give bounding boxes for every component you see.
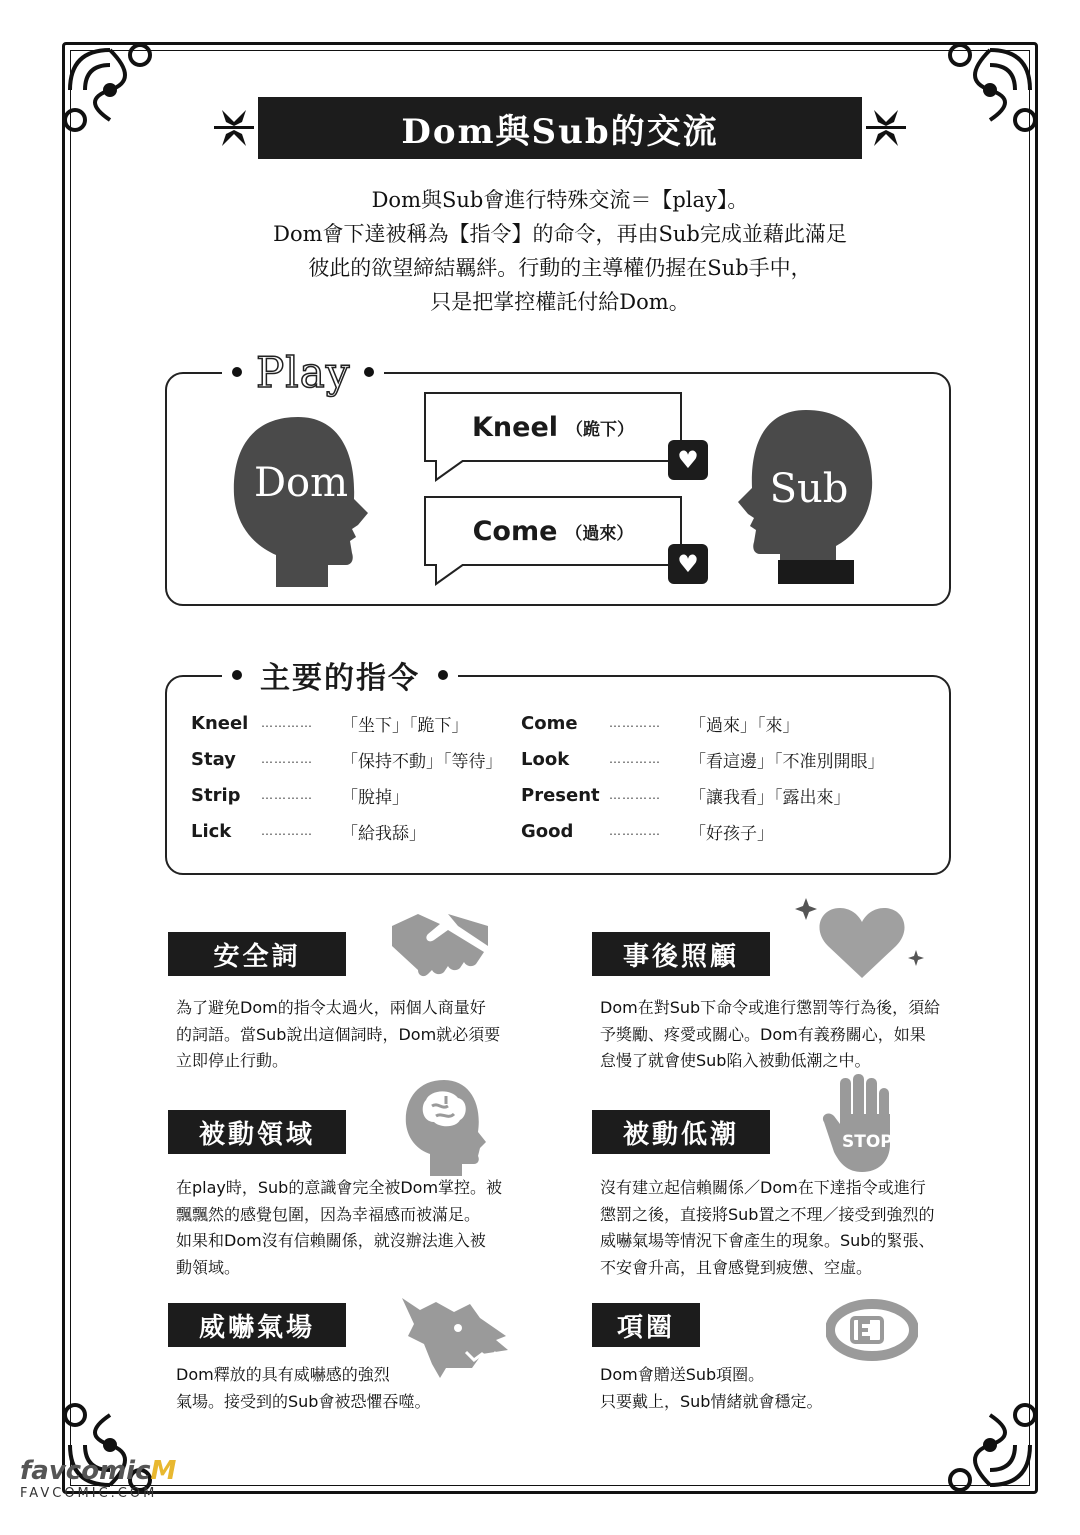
command-name: Lick [191,820,232,842]
text-line: 動領域。 [176,1257,241,1277]
leader-dots: ………… [609,788,661,802]
command-name: Kneel [191,712,249,734]
bullet-dot [232,367,242,377]
text-line: 飄飄然的感覺包圍，因為幸福感而被滿足。 [176,1204,481,1224]
intro-line: Dom與Sub會進行特殊交流＝【play】。 [371,188,749,212]
handshake-icon [388,906,492,982]
section-title-glare: 威嚇氣場 [168,1303,346,1347]
command-meaning: 「脫掉」 [341,787,409,808]
command-name: Good [521,820,574,842]
text-line: Dom在對Sub下命令或進行懲罰等行為後，須給 [600,998,941,1017]
play-label-wrap [222,348,384,396]
section-body-aftercare [600,995,980,1075]
leader-dots: ………… [609,716,661,730]
page-title: Dom與Sub的交流 [258,97,862,159]
title-deco-right [864,100,908,156]
bubble-tail [434,460,474,482]
corner-ornament-bottom-right [930,1385,1050,1505]
intro-line: 只是把掌控權託付給Dom。 [430,290,690,314]
command-meaning: 「過來」「來」 [689,715,800,736]
bullet-dot [232,670,242,680]
stop-label: STOP [842,1132,893,1152]
command-meaning: 「坐下」「跪下」 [341,715,469,736]
site-watermark [20,1456,176,1501]
command-row [521,747,885,771]
command-name: Look [521,748,570,770]
heart-icon: ♥ [668,544,708,584]
command-name: Present [521,784,600,806]
text-line: 只要戴上，Sub情緒就會穩定。 [600,1391,823,1411]
watermark-logo-text: favcomic [20,1456,151,1486]
command-meaning: 「給我舔」 [341,823,426,844]
collar-icon [826,1298,918,1362]
section-title-collar: 項圈 [592,1303,700,1347]
intro-line: 彼此的欲望締結羈絆。行動的主導權仍握在Sub手中， [308,256,812,280]
commands-label-wrap [222,652,458,698]
command-row [191,747,503,771]
bubble-translation: （跪下） [566,419,635,440]
section-title-aftercare: 事後照顧 [592,932,770,976]
bubble-tail [434,564,474,586]
corner-ornament-top-left [50,30,170,150]
leader-dots: ………… [261,716,313,730]
speech-bubble-kneel [424,392,682,462]
leader-dots: ………… [261,752,313,766]
command-name: Strip [191,784,241,806]
heart-icon: ♥ [668,440,708,480]
command-meaning: 「保持不動」「等待」 [341,751,503,772]
section-title-subdrop: 被動低潮 [592,1110,770,1154]
command-meaning: 「好孩子」 [689,823,774,844]
text-line: 的詞語。當Sub說出這個詞時，Dom就必須要 [176,1024,501,1044]
text-line: Dom會贈送Sub項圈。 [600,1365,765,1384]
leader-dots: ………… [609,824,661,838]
text-line: 立即停止行動。 [176,1051,289,1070]
commands-label: 主要的指令 [260,661,420,696]
heart-sparkle-icon [792,894,932,984]
bubble-command: Kneel [471,411,559,443]
play-label: Play [256,347,351,397]
text-line: 氣場。接受到的Sub會被恐懼吞噬。 [176,1391,431,1411]
title-deco-left [212,100,256,156]
bullet-dot [438,670,448,680]
dom-head-label: Dom [253,460,349,506]
section-body-subdrop [600,1175,990,1281]
section-body-collar [600,1362,930,1415]
text-line: 威嚇氣場等情況下會產生的現象。Sub的緊張、 [600,1231,935,1250]
intro-text [200,183,920,319]
text-line: 為了避免Dom的指令太過火，兩個人商量好 [176,998,486,1017]
brain-head-icon [400,1078,490,1178]
watermark-url: FAVCOMIC.COM [20,1486,158,1501]
bubble-translation: （過來） [565,523,634,544]
section-body-glare [176,1362,506,1415]
section-body-subspace [176,1175,536,1281]
command-row [521,819,774,843]
leader-dots: ………… [261,788,313,802]
sub-head-label: Sub [769,466,849,512]
section-body-safeword [176,995,536,1075]
command-row [191,819,426,843]
text-line: Dom釋放的具有威嚇感的強烈 [176,1365,390,1384]
command-meaning: 「讓我看」「露出來」 [689,787,851,808]
command-meaning: 「看這邊」「不准別開眼」 [689,751,885,772]
watermark-logo-mark: M [150,1456,177,1486]
speech-bubble-come [424,496,682,566]
bubble-command: Come [472,515,558,547]
text-line: 懲罰之後，直接將Sub置之不理／接受到強烈的 [600,1204,935,1224]
command-name: Stay [191,748,236,770]
command-row [521,711,800,735]
leader-dots: ………… [609,752,661,766]
bullet-dot [364,367,374,377]
text-line: 予獎勵、疼愛或關心。Dom有義務關心，如果 [600,1024,926,1044]
text-line: 不安會升高，且會感覺到疲憊、空虛。 [600,1257,873,1277]
text-line: 在play時，Sub的意識會完全被Dom掌控。被 [176,1178,503,1197]
command-row [191,711,469,735]
section-title-safeword: 安全詞 [168,932,346,976]
command-row [191,783,409,807]
intro-line: Dom會下達被稱為【指令】的命令，再由Sub完成並藉此滿足 [273,222,847,246]
section-title-subspace: 被動領域 [168,1110,346,1154]
text-line: 如果和Dom沒有信賴關係，就沒辦法進入被 [176,1231,486,1250]
corner-ornament-top-right [930,30,1050,150]
text-line: 怠慢了就會使Sub陷入被動低潮之中。 [600,1051,871,1070]
watermark-logo [20,1456,176,1486]
commands-box [165,675,951,875]
text-line: 沒有建立起信賴關係／Dom在下達指令或進行 [600,1178,926,1197]
command-row [521,783,851,807]
stop-hand-icon [818,1074,898,1174]
command-name: Come [521,712,578,734]
leader-dots: ………… [261,824,313,838]
